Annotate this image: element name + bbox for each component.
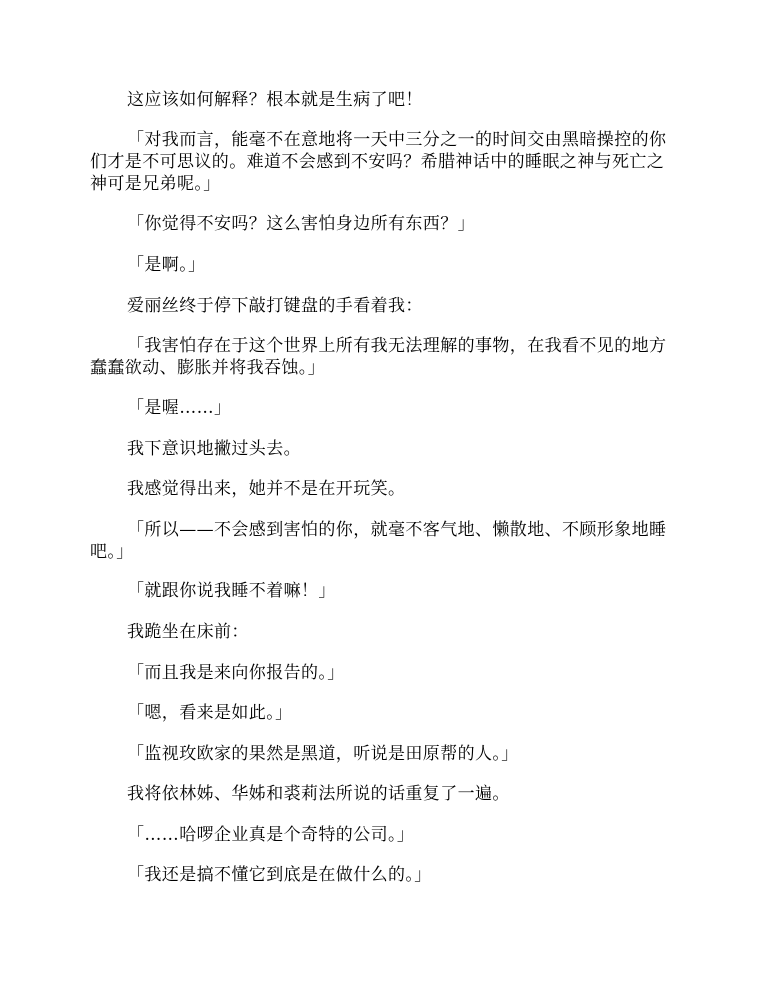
paragraph: 我将依林姊、华姊和裘莉法所说的话重复了一遍。 [127, 784, 510, 804]
paragraph: 「监视玫欧家的果然是黑道，听说是田原帮的人。」 [127, 744, 519, 764]
paragraph: 「所以——不会感到害怕的你，就毫不客气地、懒散地、不顾形象地睡吧。」 [90, 520, 667, 562]
paragraph: 「我害怕存在于这个世界上所有我无法理解的事物，在我看不见的地方蠢蠢欲动、膨胀并将我吞蚀。」 [90, 336, 667, 378]
paragraph: 「是啊。」 [127, 255, 206, 275]
paragraph: 我跪坐在床前： [127, 622, 249, 642]
paragraph: 「是喔……」 [127, 398, 232, 418]
paragraph: 爱丽丝终于停下敲打键盘的手看着我： [127, 296, 423, 316]
paragraph: 我感觉得出来，她并不是在开玩笑。 [127, 479, 406, 499]
paragraph: 「……哈啰企业真是个奇特的公司。」 [127, 825, 415, 845]
paragraph: 「对我而言，能毫不在意地将一天中三分之一的时间交由黑暗操控的你们才是不可思议的。难道不会感到不安吗？希腊神话中的睡眠之神与死亡之神可是兄弟呢。」 [90, 130, 667, 194]
paragraph: 「就跟你说我睡不着嘛！」 [127, 581, 336, 601]
paragraph: 「你觉得不安吗？这么害怕身边所有东西？」 [127, 214, 475, 234]
paragraph: 这应该如何解释？根本就是生病了吧！ [127, 90, 423, 110]
paragraph: 「嗯，看来是如此。」 [127, 703, 293, 723]
paragraph: 「我还是搞不懂它到底是在做什么的。」 [127, 865, 432, 885]
paragraph: 我下意识地撇过头去。 [127, 439, 301, 459]
paragraph: 「而且我是来向你报告的。」 [127, 663, 345, 683]
